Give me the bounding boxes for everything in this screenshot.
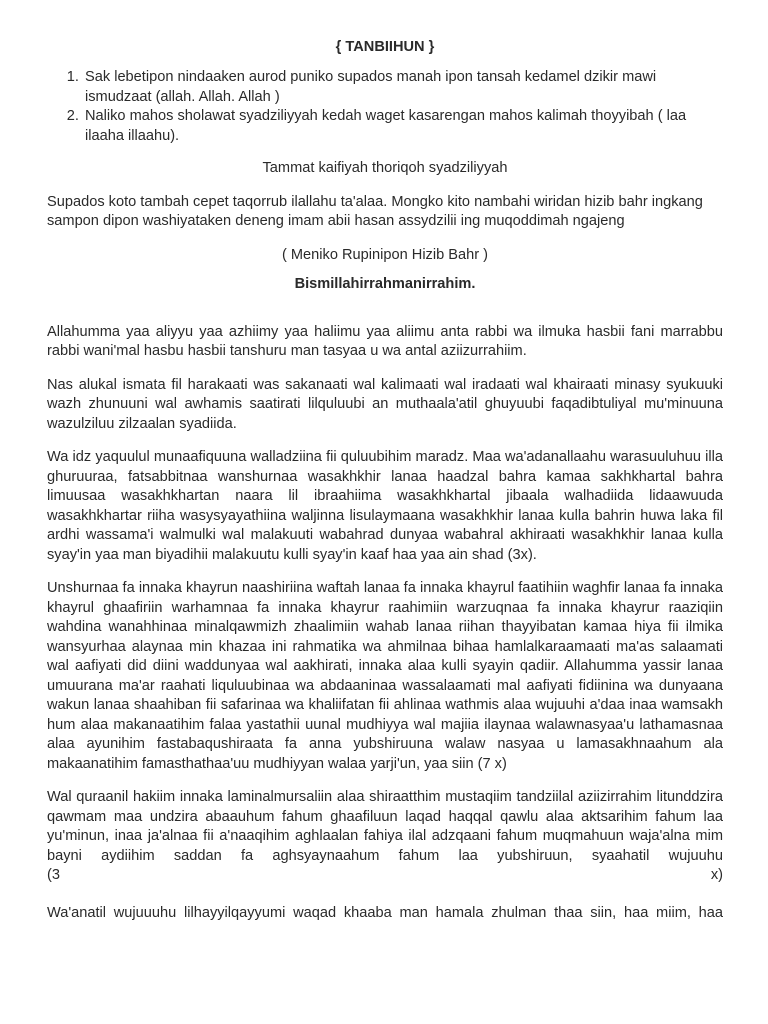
last-paragraph-end-right: x): [710, 867, 723, 883]
note-item: 2. Naliko mahos sholawat syadziliyyah kedah waget kasarengan mahos kalimah thoyyibah ( laa ilaaha illaahu).: [83, 107, 723, 146]
intro-paragraph: Supados koto tambah cepet taqorrub ilallahu ta'alaa. Mongko kito nambahi wiridan hizib bahr ingkang sampon dipon washiyataken deneng imam abii hasan assydzilii ing muqoddimah ngajeng: [47, 193, 703, 229]
paragraph: Allahumma yaa aliyyu yaa azhiimy yaa haliimu yaa aliimu anta rabbi wa ilmuka hasbii fani marrabbu rabbi wani'mal hasbu hasbii tanshuru man tasyaa u wa antal aziizurrahiim.: [47, 323, 723, 359]
last-paragraph: [47, 788, 723, 886]
document-page: [47, 38, 723, 923]
paragraph: Nas alukal ismata fil harakaati was sakanaati wal kalimaati wal iradaati wal khairaati minasy syukuuki wazh zhunuuni wal awhamis saatirati lilquluubi an muthaala'atil ghuyuubi faqadibtuliyal mu'minuuna wazulziluu zilzaalan syadiida.: [47, 376, 723, 432]
paragraph: Wa idz yaquulul munaafiquuna walladziina fii quluubihim maradz. Maa wa'adanallaahu warasuuluhuu illa ghuruuraa, fatsabbitnaa wanshurnaa wasakhkhir lanaa haadzal bahra kamaa sakhkhartal bahra limuusaa wasakhkhartan naara lil ibraahiima wasakhkhartal jibaala walhadiida lidaawuuda wasakhkhartar riiha wasysyayathiina waljinna lisulaymaana wasakhkhir lanaa kulla bahrin huwa laka fil ardhi wassama'i walmulki wal malakuuti wabahrad dunyaa wabahral akhiraati wasakhkhir lanaa kulla syay'in yaa man biyadihii malakuutu kulli syay'in kaaf haa yaa ain shad (3x).: [47, 449, 723, 563]
notes-list: [47, 68, 723, 146]
title: { TANBIIHUN }: [335, 39, 435, 55]
last-paragraph-end-line: [47, 866, 723, 886]
closing-line: Tammat kaifiyah thoriqoh syadziliyyah: [262, 160, 508, 176]
last-paragraph-body: Wal quraanil hakiim innaka laminalmursaliin alaa shiraatthim mustaqiim tandziilal aziizirrahim litunddzira qawmam maa undzira abaauhum fahum ghaafiluun laqad haqqal qawlu alaa aktsarihim fahum laa yu'minun, inaa ja'alnaa fii a'naaqihim aghlaalan fahiya ilal adzqaani fahum muqmahuun waja'alna mim bayni aydiihim saddan fa aghsyaynaahum fahum laa yubshiruun, syaahatil wujuuhu: [47, 789, 723, 864]
section-title: ( Meniko Rupinipon Hizib Bahr ): [281, 246, 489, 263]
paragraph: Unshurnaa fa innaka khayrun naashiriina waftah lanaa fa innaka khayrul faatihiin waghfir lanaa fa innaka khayrul ghaafiriin warhamnaa fa innaka khayrur raahimiin warzuqnaa fa innaka khayrur raaziqiin wahdina wanahhinaa minalqawmizh zhaalimiin wahab lanaa riihan thayyibatan kamaa hiya fii ilmika wansyurhaa alaynaa min khazaa ini rahmatika wa ahmilnaa bihaa hamlalkaraamaati ma'as salaamati wal aafiyati did diini waddunyaa wal aakhirati, innaka alaa kulli syayin qadiir. Allahumma yassir lanaa umuurana ma'ar raahati liquluubinaa wa abdaaninaa wassalaamati mal aafiyati fidiinina wa dunyaana wakun lanaa shaahiban fii safarinaa wa khaliifatan fii ahlinaa wathmis alaa wujuuhi a'daa inaa wamsakh hum alaa makanaatihim falaa yastathii uunal mudhiyya wal majiia ilaynaa walawnasyaa'u lathamasnaa alaa ayunihim fastabaqushiraata fa anna yubshiruuna walaw nasyaa u lamasakhnaahum ala makaanatihim famasthathaa'uu mudhiyyan walaa yarji'un, yaa siin (7 x): [47, 580, 723, 772]
last-paragraph-end-left: (3: [47, 867, 60, 883]
final-paragraph: Wa'anatil wujuuuhu lilhayyilqayyumi waqad khaaba man hamala zhulman thaa siin, haa miim, haa: [47, 904, 723, 921]
basmalah: Bismillahirrahmanirrahim.: [294, 276, 476, 292]
note-item: 1. Sak lebetipon nindaaken aurod puniko supados manah ipon tansah kedamel dzikir mawi ismudzaat (allah. Allah. Allah ): [83, 68, 723, 107]
